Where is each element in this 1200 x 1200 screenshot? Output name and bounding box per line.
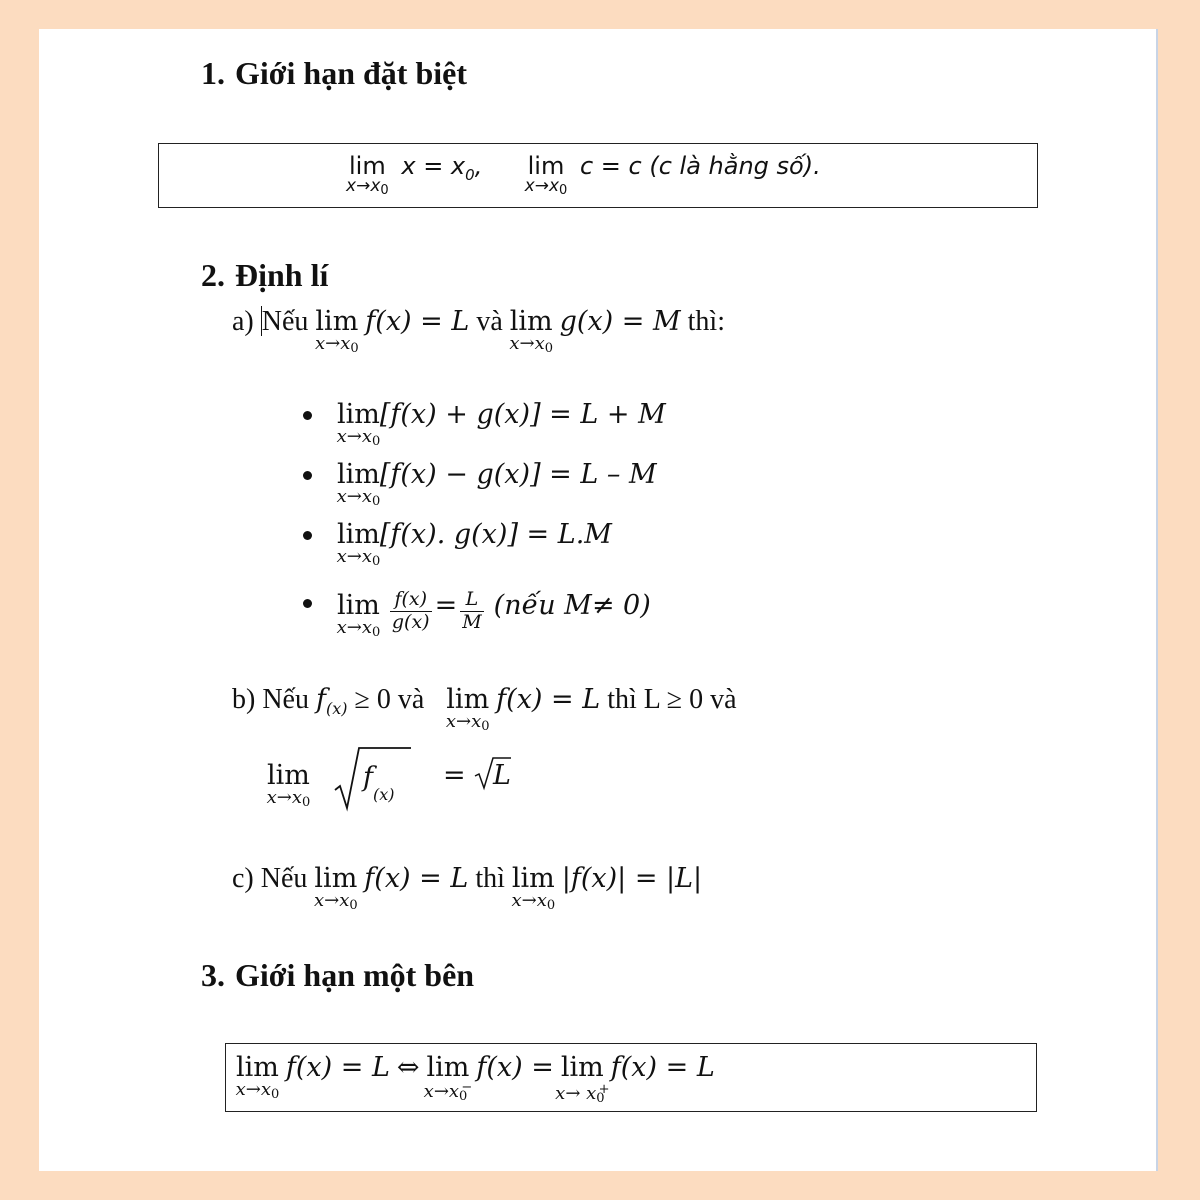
lim-left-operator: lim $x\to x_0^-$ [423,1052,473,1104]
one-sided-limits-box [225,1043,1037,1112]
one-sided-limits-formula [235,1052,715,1106]
theorem-b-line [232,684,737,734]
lim-operator: lim $x\to x_0$ [315,306,359,356]
lim-operator: lim $x\to x_0$ [346,152,389,198]
item-a-label: a) [232,306,254,337]
lim-operator: lim $x\to x_0$ [524,152,568,198]
section-2-title: Định lí [235,257,329,293]
special-limits-box [158,143,1038,208]
text-thi: thì [475,863,505,894]
section-1-title: Giới hạn đặt biệt [235,55,467,91]
expr-right-limit: f(x) = L [610,1052,715,1083]
bullet-dot [303,471,312,480]
lim-operator: lim $x\to x_0$ [336,399,381,449]
text-neu: Nếu [262,684,309,715]
special-limits-formula [346,152,821,198]
iff-symbol: ⇔ [396,1052,420,1083]
lim-operator: lim $x\to x_0$ [509,306,554,356]
fraction-L-M: $\frac{L}{M}$ [462,588,482,633]
lim-operator: lim $x\to x_0$ [266,760,311,810]
text-conclusion: thì L ≥ 0 và [607,684,737,715]
lim-operator: lim $x\to x_0$ [336,519,381,569]
expr-f-x: $f_{(x)}$ [315,684,348,718]
limit-constant-expr: c = c (c là hằng số). [579,152,821,180]
expr-left-limit: f(x) = [476,1052,554,1083]
product-rule-expr: [f(x). g(x)] = L.M [379,519,612,550]
lim-operator: lim $x\to x_0$ [511,863,556,913]
sqrt-L-radicand: L [493,760,511,791]
section-3-heading [201,957,474,994]
section-3-title: Giới hạn một bên [235,957,475,993]
section-1-heading [201,55,467,92]
lim-operator: lim $x\to x_0$ [235,1052,280,1102]
text-va: và [476,306,503,337]
theorem-a-line [232,306,725,356]
section-2-number: 2. [201,257,225,293]
item-c-label: c) [232,863,254,894]
bullet-dot [303,531,312,540]
text-thi: thì: [687,306,725,337]
bullet-sum-rule [336,399,666,449]
equals-sign: = [443,760,466,791]
section-2-heading [201,257,328,294]
lim-operator: lim $x\to x_0$ [314,863,358,913]
sqrt-radicand: $f_{(x)}$ [363,762,395,804]
text-neu: Nếu [260,863,308,894]
text-condition: ≥ 0 và [354,684,425,715]
bullet-difference-rule [336,459,657,509]
sum-rule-expr: [f(x) + g(x)] = L + M [379,399,666,430]
bullet-quotient-rule [336,588,651,640]
expr-gx-M: g(x) = M [559,306,681,337]
difference-rule-expr: [f(x) − g(x)] = L – M [379,459,657,490]
bullet-dot [303,411,312,420]
expr-fx-L: f(x) = L [364,863,469,894]
fraction-fx-gx: $\frac{f(x)}{g(x)}$ [391,588,430,633]
lim-operator: lim $x\to x_0$ [445,684,490,734]
section-1-number: 1. [201,55,225,91]
theorem-c-line [232,863,703,913]
bullet-product-rule [336,519,612,569]
document-page [39,29,1158,1171]
limit-x-expr: $x = x_0$, [401,152,483,184]
lim-right-operator: lim $x\to x_0^+$ [555,1052,610,1106]
lim-operator: lim $x\to x_0$ [336,589,381,640]
condition-M-nonzero: (nếu M≠ 0) [493,589,651,621]
item-b-label: b) [232,684,256,715]
expr-fx-L: f(x) = L [496,684,601,715]
equals-sign: = [434,589,458,621]
bullet-dot [303,599,312,608]
section-3-number: 3. [201,957,225,993]
lim-operator: lim $x\to x_0$ [336,459,381,509]
text-neu: Nếu [261,306,309,337]
sqrt-limit-line [266,760,511,810]
expr-fx-L: f(x) = L [285,1052,390,1083]
expr-fx-L: f(x) = L [365,306,470,337]
expr-abs-fx: |f(x)| = |L| [561,863,703,894]
